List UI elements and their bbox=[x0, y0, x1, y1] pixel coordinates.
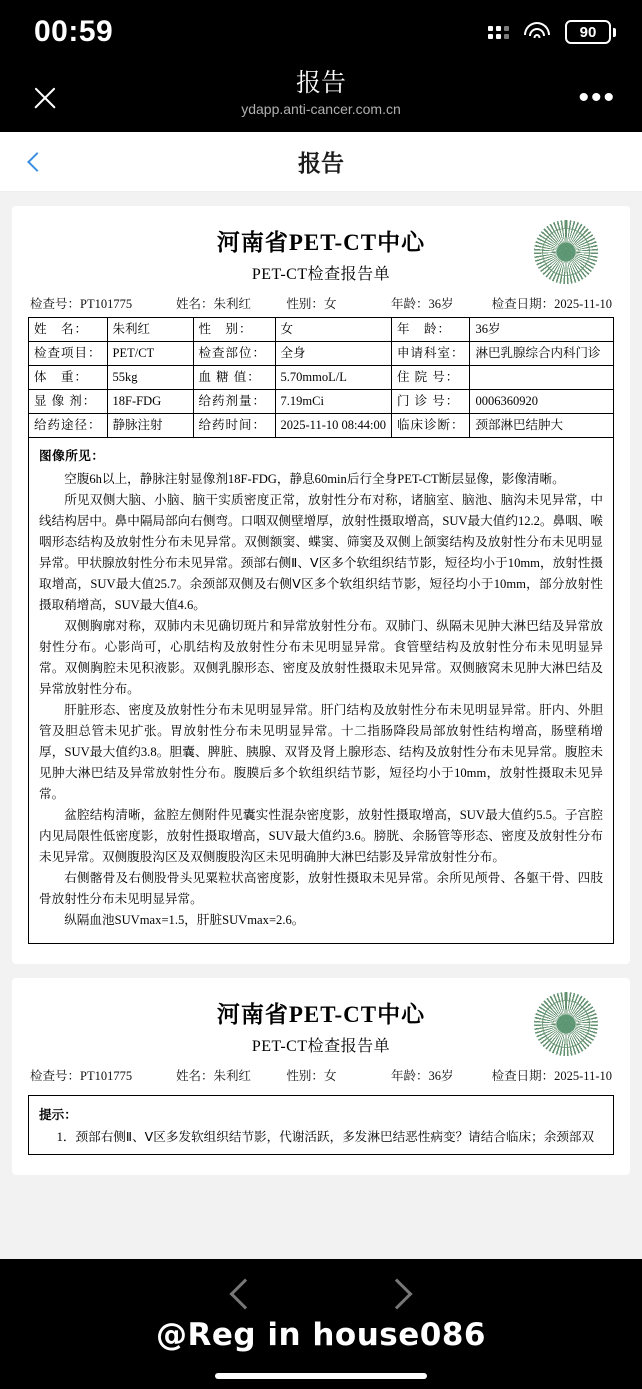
watermark-text: @Reg in house086 bbox=[156, 1317, 486, 1353]
cell-label: 住 院 号： bbox=[391, 366, 470, 390]
report-meta-row-2 bbox=[28, 1060, 614, 1089]
table-row bbox=[29, 366, 614, 390]
table-row bbox=[29, 318, 614, 342]
cell-value: 36岁 bbox=[470, 318, 614, 342]
name-value: 朱利红 bbox=[213, 297, 251, 311]
status-clock: 00:59 bbox=[34, 15, 114, 48]
webview-title: 报告 bbox=[295, 69, 346, 97]
report-doc-title: PET-CT检查报告单 bbox=[251, 1038, 391, 1055]
cell-value: 7.19mCi bbox=[275, 390, 391, 414]
cell-value: 静脉注射 bbox=[107, 414, 193, 438]
name-label: 姓名： bbox=[175, 297, 214, 311]
findings-paragraph: 右侧髂骨及右侧股骨头见粟粒状高密度影，放射性摄取未见异常。余所见颅骨、各躯干骨、四肢骨放射性分布未见明显异常。 bbox=[39, 871, 603, 906]
cell-value: 全身 bbox=[275, 342, 391, 366]
exam-no-value: PT101775 bbox=[80, 297, 133, 311]
hospital-name: 河南省PET-CT中心 bbox=[216, 1002, 426, 1027]
date-label: 检查日期： bbox=[491, 297, 555, 311]
findings-paragraph: 纵隔血池SUVmax=1.5，肝脏SUVmax=2.6。 bbox=[64, 913, 305, 927]
bottom-nav-bar bbox=[0, 1259, 642, 1389]
report-card-1 bbox=[12, 206, 630, 964]
cell-label: 显 像 剂： bbox=[29, 390, 108, 414]
table-row bbox=[29, 390, 614, 414]
findings-paragraph: 盆腔结构清晰，盆腔左侧附件见囊实性混杂密度影，放射性摄取增高，SUV最大值约5.5。子宫腔内见局限性低密度影，放射性摄取增高，SUV最大值约3.6。膀胱、余肠管等形态、密度及放射性分布未见异常。双侧腹股沟区及双侧腹股沟区未见明确肿大淋巴结影及异常放射性分布。 bbox=[39, 808, 603, 864]
sex-label: 性别： bbox=[286, 1069, 324, 1083]
cell-label: 姓 名： bbox=[29, 318, 108, 342]
status-bar bbox=[0, 0, 642, 64]
signal-bars-icon bbox=[488, 26, 509, 39]
report-header-2 bbox=[28, 996, 614, 1060]
official-seal-icon bbox=[534, 992, 598, 1056]
cell-value: 5.70mmoL/L bbox=[275, 366, 391, 390]
cell-label: 检查部位： bbox=[193, 342, 275, 366]
cell-value: 女 bbox=[275, 318, 391, 342]
name-label: 姓名： bbox=[175, 1069, 214, 1083]
table-row bbox=[29, 414, 614, 438]
cell-label: 血 糖 值： bbox=[193, 366, 275, 390]
sex-value: 女 bbox=[323, 1069, 337, 1083]
wifi-icon bbox=[523, 22, 551, 42]
cell-value: 颈部淋巴结肿大 bbox=[470, 414, 614, 438]
cell-label: 年 龄： bbox=[391, 318, 470, 342]
age-label: 年龄： bbox=[390, 297, 429, 311]
report-doc-title: PET-CT检查报告单 bbox=[251, 266, 391, 283]
page-title: 报告 bbox=[298, 150, 344, 176]
cell-label: 给药时间： bbox=[193, 414, 275, 438]
report-meta-row bbox=[28, 288, 614, 317]
home-indicator[interactable] bbox=[215, 1373, 427, 1379]
cell-value: 2025-11-10 08:44:00 bbox=[275, 414, 391, 438]
cell-label: 体 重： bbox=[29, 366, 108, 390]
exam-no-label: 检查号： bbox=[30, 1069, 81, 1083]
cell-value: 18F-FDG bbox=[107, 390, 193, 414]
cell-label: 给药剂量： bbox=[193, 390, 275, 414]
cell-label: 申请科室： bbox=[391, 342, 470, 366]
webview-header bbox=[0, 64, 642, 132]
cell-label: 门 诊 号： bbox=[391, 390, 470, 414]
patient-info-table bbox=[28, 317, 614, 438]
age-value: 36岁 bbox=[428, 297, 454, 311]
webview-url: ydapp.anti-cancer.com.cn bbox=[241, 101, 401, 117]
report-card-2 bbox=[12, 978, 630, 1175]
age-value: 36岁 bbox=[428, 1069, 454, 1083]
report-header bbox=[28, 224, 614, 288]
chevron-left-icon[interactable] bbox=[229, 1278, 260, 1309]
battery-level: 90 bbox=[565, 20, 611, 44]
hospital-name: 河南省PET-CT中心 bbox=[216, 230, 426, 255]
table-row bbox=[29, 342, 614, 366]
cell-label: 性 别： bbox=[193, 318, 275, 342]
battery-cap bbox=[613, 28, 616, 37]
cell-value bbox=[470, 366, 614, 390]
tips-heading: 提示： bbox=[39, 1108, 77, 1122]
exam-no-label: 检查号： bbox=[30, 297, 81, 311]
findings-paragraph: 肝脏形态、密度及放射性分布未见明显异常。肝门结构及放射性分布未见明显异常。肝内、外胆管及胆总管未见扩张。胃放射性分布未见明显异常。十二指肠降段局部放射性结构增高，肠壁稍增厚，SUV最大值约3.8。胆囊、脾脏、胰腺、双肾及肾上腺形态、结构及放射性分布未见异常。腹腔未见肿大淋巴结及异常放射性分布。腹膜后多个软组织结节影，短径均小于10mm，放射性摄取未见异常。 bbox=[39, 703, 603, 801]
page-nav-bar bbox=[0, 132, 642, 192]
cell-value: PET/CT bbox=[107, 342, 193, 366]
more-dots-icon[interactable]: ••• bbox=[578, 81, 616, 114]
findings-paragraph: 双侧胸廓对称，双肺内未见确切斑片和异常放射性分布。双肺门、纵隔未见肿大淋巴结及异常放射性分布。心影尚可，心肌结构及放射性分布未见明显异常。食管壁结构及放射性分布未见明显异常。双侧胸腔未见积液影。双侧乳腺形态、密度及放射性摄取未见异常。双侧腋窝未见肿大淋巴结及异常放射性分布。 bbox=[39, 619, 603, 696]
cell-label: 检查项目： bbox=[29, 342, 108, 366]
cell-value: 0006360920 bbox=[470, 390, 614, 414]
exam-no-value: PT101775 bbox=[80, 1069, 133, 1083]
sex-label: 性别： bbox=[286, 297, 324, 311]
findings-section bbox=[28, 438, 614, 944]
findings-paragraph: 所见双侧大脑、小脑、脑干实质密度正常，放射性分布对称，诸脑室、脑池、脑沟未见异常，中线结构居中。鼻中隔局部向右侧弯。口咽双侧壁增厚，放射性摄取增高，SUV最大值约12.2。鼻咽、喉咽形态结构及放射性分布未见异常。双侧额窦、蝶窦、筛窦及双侧上颌窦结构及放射性分布未见明显异常。甲状腺放射性分布未见异常。颈部右侧Ⅱ、Ⅴ区多个软组织结节影，短径均小于10mm，放射性摄取增高，SUV最大值25.7。余颈部双侧及右侧Ⅴ区多个软组织结节影，短径均小于10mm，部分放射性摄取稍增高，SUV最大值4.6。 bbox=[39, 493, 603, 612]
date-value: 2025-11-10 bbox=[554, 1069, 612, 1083]
close-icon[interactable] bbox=[28, 81, 62, 115]
cell-label: 给药途径： bbox=[29, 414, 108, 438]
status-indicators bbox=[488, 20, 616, 44]
name-value: 朱利红 bbox=[213, 1069, 251, 1083]
official-seal-icon bbox=[534, 220, 598, 284]
tips-section bbox=[28, 1095, 614, 1155]
cell-value: 淋巴乳腺综合内科门诊 bbox=[470, 342, 614, 366]
cell-value: 55kg bbox=[107, 366, 193, 390]
tips-item: 1．颈部右侧Ⅱ、Ⅴ区多发软组织结节影，代谢活跃，多发淋巴结恶性病变？请结合临床；余颈部双 bbox=[56, 1130, 595, 1144]
findings-heading: 图像所见： bbox=[39, 449, 105, 463]
webview-title-group bbox=[0, 68, 642, 119]
battery-indicator bbox=[565, 20, 616, 44]
cell-value: 朱利红 bbox=[107, 318, 193, 342]
chevron-right-icon[interactable] bbox=[381, 1278, 412, 1309]
date-value: 2025-11-10 bbox=[554, 297, 612, 311]
cell-label: 临床诊断： bbox=[391, 414, 470, 438]
findings-paragraph: 空腹6h以上，静脉注射显像剂18F-FDG，静息60min后行全身PET-CT断层显像，影像清晰。 bbox=[64, 472, 565, 486]
date-label: 检查日期： bbox=[491, 1069, 555, 1083]
report-scroll-area[interactable] bbox=[0, 192, 642, 1319]
sex-value: 女 bbox=[323, 297, 337, 311]
age-label: 年龄： bbox=[390, 1069, 429, 1083]
